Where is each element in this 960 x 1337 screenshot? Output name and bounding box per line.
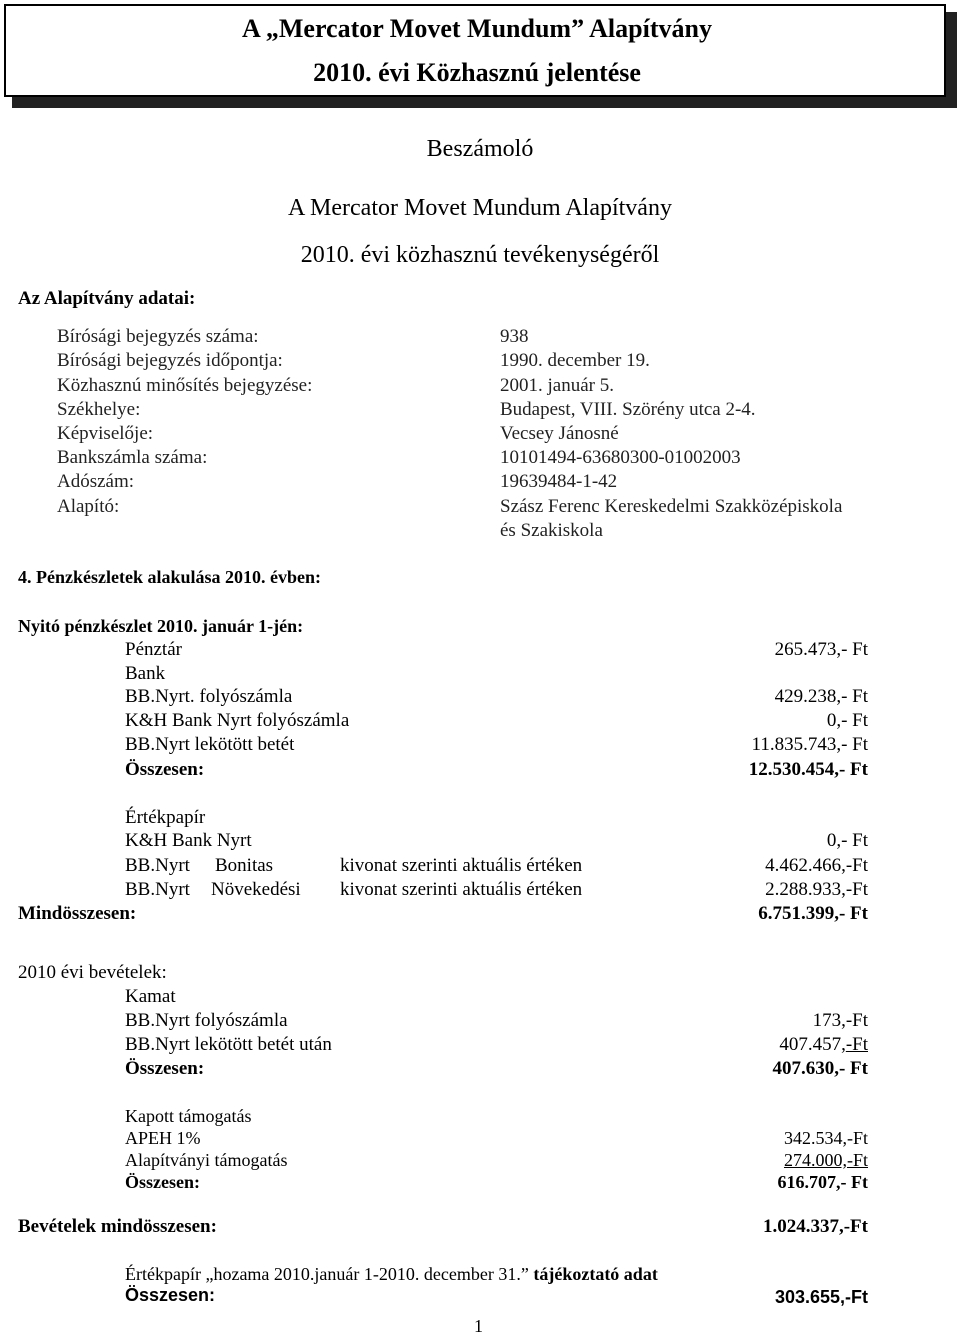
bank-label: Bank bbox=[125, 663, 166, 684]
header-title: A „Mercator Movet Mundum” Alapítvány bbox=[242, 14, 712, 43]
info-label: Székhelye: bbox=[57, 399, 141, 420]
report-title: Beszámoló bbox=[426, 136, 534, 162]
deposit-value: 11.835.743,- Ft bbox=[751, 734, 868, 755]
yield-note-bold: tájékoztató adat bbox=[533, 1264, 658, 1284]
apeh-value: 342.534,-Ft bbox=[783, 1128, 868, 1148]
support-heading: Kapott támogatás bbox=[125, 1106, 252, 1126]
report-org: A Mercator Movet Mundum Alapítvány bbox=[288, 195, 672, 221]
securities-heading: Értékpapír bbox=[125, 807, 206, 828]
info-label: Bírósági bejegyzés száma: bbox=[57, 326, 259, 347]
interest-current-value: 173,-Ft bbox=[812, 1010, 868, 1031]
opening-heading: Nyitó pénzkészlet 2010. január 1-jén: bbox=[18, 616, 304, 636]
growth-value: 2.288.933,-Ft bbox=[765, 879, 868, 900]
yield-total-label: Összesen: bbox=[125, 1285, 216, 1305]
info-label: Közhasznú minősítés bejegyzése: bbox=[57, 375, 313, 396]
interest-deposit-number: 407.457, bbox=[779, 1034, 846, 1055]
report-subtitle: 2010. évi közhasznú tevékenységéről bbox=[300, 242, 660, 268]
info-label: Képviselője: bbox=[57, 423, 154, 444]
support-total-label: Összesen: bbox=[125, 1172, 200, 1192]
yield-total-value: 303.655,-Ft bbox=[774, 1287, 868, 1307]
kh-securities-label: K&H Bank Nyrt bbox=[125, 830, 252, 851]
info-value-cont: és Szakiskola bbox=[500, 520, 603, 541]
growth-fund-name: Növekedési bbox=[211, 879, 301, 900]
yield-note-text: Értékpapír „hozama 2010.január 1-2010. december 31.” bbox=[125, 1264, 529, 1284]
yield-note bbox=[125, 1264, 658, 1285]
apeh-label: APEH 1% bbox=[125, 1128, 201, 1148]
interest-total-label: Összesen: bbox=[125, 1058, 205, 1079]
bb-current-label: BB.Nyrt. folyószámla bbox=[125, 686, 293, 707]
securities-grand-label: Mindösszesen: bbox=[18, 903, 137, 924]
header-box bbox=[4, 4, 946, 97]
interest-deposit-value bbox=[779, 1034, 868, 1056]
opening-total-value: 12.530.454,- Ft bbox=[748, 759, 868, 780]
info-value: Vecsey Jánosné bbox=[500, 423, 619, 444]
interest-heading: Kamat bbox=[125, 986, 176, 1007]
info-value: 938 bbox=[500, 326, 529, 347]
foundation-heading: Az Alapítvány adatai: bbox=[18, 288, 196, 309]
info-value: 1990. december 19. bbox=[500, 350, 650, 371]
kh-current-value: 0,- Ft bbox=[826, 710, 868, 731]
info-value: Budapest, VIII. Szörény utca 2-4. bbox=[500, 399, 756, 420]
income-heading: 2010 évi bevételek: bbox=[18, 962, 167, 983]
support-total-value: 616.707,- Ft bbox=[777, 1172, 868, 1192]
bonitas-note: kivonat szerinti aktuális értéken bbox=[340, 855, 583, 876]
bonitas-bank: BB.Nyrt bbox=[125, 855, 190, 876]
kh-securities-value: 0,- Ft bbox=[826, 830, 868, 851]
info-value: 2001. január 5. bbox=[500, 375, 614, 396]
info-value: 10101494-63680300-01002003 bbox=[500, 447, 741, 468]
cash-label: Pénztár bbox=[125, 639, 182, 660]
bonitas-fund-name: Bonitas bbox=[215, 855, 274, 876]
foundation-support-value: 274.000,-Ft bbox=[783, 1150, 868, 1170]
section4-heading: 4. Pénzkészletek alakulása 2010. évben: bbox=[18, 567, 321, 587]
kh-current-label: K&H Bank Nyrt folyószámla bbox=[125, 710, 350, 731]
cash-value: 265.473,- Ft bbox=[774, 639, 868, 660]
header-subtitle: 2010. évi Közhasznú jelentése bbox=[313, 58, 641, 87]
interest-deposit-unit: -Ft bbox=[845, 1034, 868, 1055]
info-label: Adószám: bbox=[57, 471, 135, 492]
interest-total-value: 407.630,- Ft bbox=[772, 1058, 868, 1079]
growth-bank: BB.Nyrt bbox=[125, 879, 190, 900]
income-grand-label: Bevételek mindösszesen: bbox=[18, 1216, 217, 1237]
bb-current-value: 429.238,- Ft bbox=[774, 686, 868, 707]
info-label: Bírósági bejegyzés időpontja: bbox=[57, 350, 283, 371]
interest-deposit-label: BB.Nyrt lekötött betét után bbox=[125, 1034, 332, 1055]
info-label: Alapító: bbox=[57, 496, 120, 517]
bonitas-value: 4.462.466,-Ft bbox=[765, 855, 868, 876]
info-value: Szász Ferenc Kereskedelmi Szakközépiskola bbox=[500, 496, 843, 517]
deposit-label: BB.Nyrt lekötött betét bbox=[125, 734, 295, 755]
securities-grand-value: 6.751.399,- Ft bbox=[758, 903, 868, 924]
info-label: Bankszámla száma: bbox=[57, 447, 208, 468]
opening-total-label: Összesen: bbox=[125, 759, 205, 780]
income-grand-value: 1.024.337,-Ft bbox=[762, 1216, 868, 1237]
growth-note: kivonat szerinti aktuális értéken bbox=[340, 879, 583, 900]
page-number: 1 bbox=[474, 1316, 483, 1336]
interest-current-label: BB.Nyrt folyószámla bbox=[125, 1010, 288, 1031]
foundation-support-label: Alapítványi támogatás bbox=[125, 1150, 288, 1170]
info-value: 19639484-1-42 bbox=[500, 471, 618, 492]
